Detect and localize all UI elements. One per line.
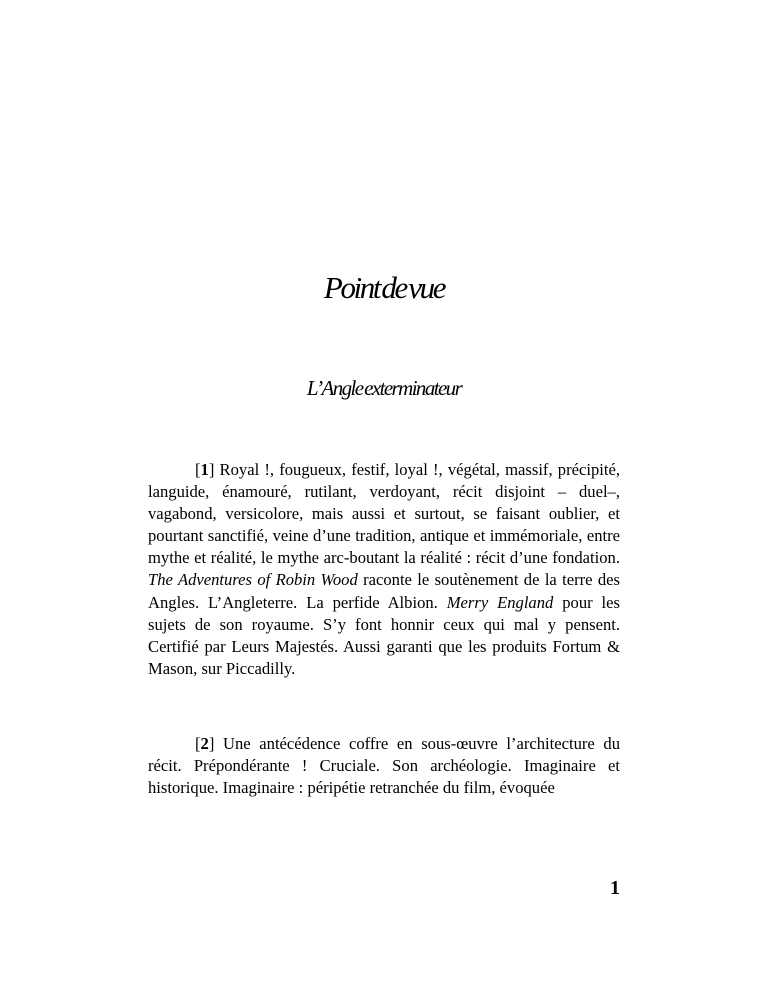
page-number: 1 xyxy=(610,877,620,899)
paragraph-1 xyxy=(148,459,620,680)
section-title: Point de vue xyxy=(323,270,445,305)
film-title-italic: The Adventures of Robin Wood xyxy=(148,570,358,590)
text-segment: Royal !, fougueux, festif, loyal !, végétal, massif, précipité, languide, énamouré, rutilant, verdoyant, récit disjoint – duel–, vagabond, versicolore, mais aussi et surtout, se faisant oublier, et pourtant sanctifié, veine d’une tradition, antique et immémoriale, entre mythe et réalité, le mythe arc-boutant la réalité : récit d’une fondation. xyxy=(148,460,620,568)
paragraph-text xyxy=(148,459,620,680)
paragraph-number: [1] xyxy=(195,460,215,479)
article-title: L’Angle exterminateur xyxy=(306,376,462,400)
paragraph-text xyxy=(148,733,620,799)
paragraph-number: [2] xyxy=(195,734,215,753)
paragraph-2 xyxy=(148,733,620,799)
text-segment: Une antécédence coffre en sous-œuvre l’architecture du récit. Prépondérante ! Cruciale. Son archéologie. Imaginaire et historique. Imaginaire : péripétie retranchée du film, évoquée xyxy=(148,734,620,798)
text-segment: raconte le soutènement de la terre des Angles. L’Angleterre. La perfide Albion. xyxy=(148,570,620,612)
text-segment: pour les sujets de son royaume. S’y font honnir ceux qui mal y pensent. Certifié par Leurs Majestés. Aussi garanti que les produits Fortum & Mason, sur Piccadilly. xyxy=(148,592,620,678)
merry-england-italic: Merry England xyxy=(446,592,554,612)
